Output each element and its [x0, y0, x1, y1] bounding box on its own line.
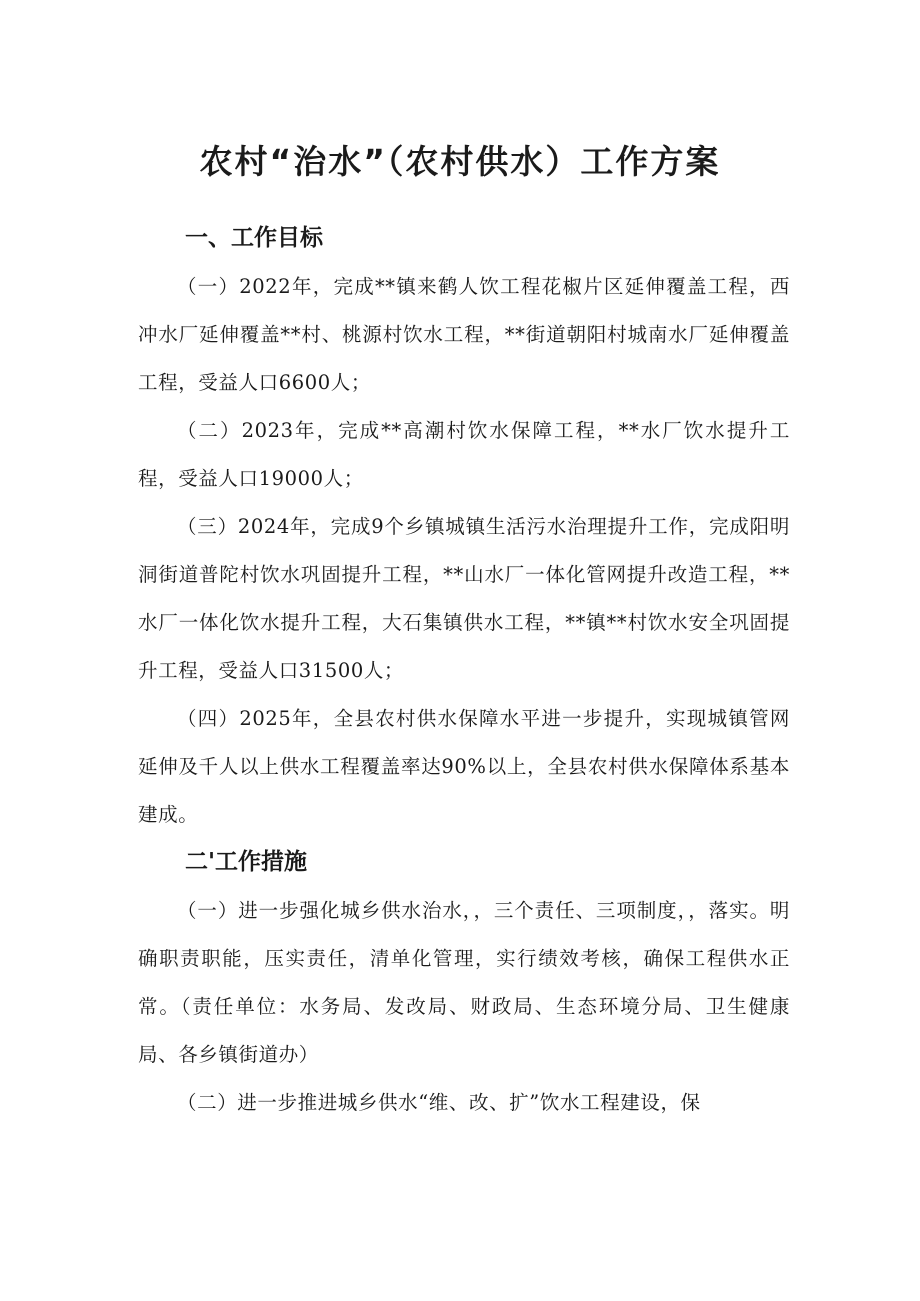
paragraph-measure-1: （一）进一步强化城乡供水治水，，三个责任、三项制度，，落实。明确职责职能，压实责任，清单化管理，实行绩效考核，确保工程供水正常。（责任单位：水务局、发改局、财政局、生态环境分局、卫生健康局、各乡镇街道办）	[138, 899, 790, 1066]
paragraph-measure-2: （二）进一步推进城乡供水“维、改、扩”饮水工程建设，保	[177, 1091, 701, 1114]
paragraph-goal-2025: （四）2025年，全县农村供水保障水平进一步提升，实现城镇管网延伸及千人以上供水工程覆盖率达90%以上，全县农村供水保障体系基本建成。	[138, 707, 790, 826]
paragraph-goal-2022: （一）2022年，完成**镇来鹤人饮工程花椒片区延伸覆盖工程，西冲水厂延伸覆盖**村、桃源村饮水工程，**街道朝阳村城南水厂延伸覆盖工程，受益人口6600人；	[138, 275, 790, 394]
section-heading-goals: 一、工作目标	[185, 225, 323, 251]
paragraph-goal-2023: （二）2023年，完成**高潮村饮水保障工程，**水厂饮水提升工程，受益人口19000人；	[138, 419, 790, 490]
section-heading-measures: 二'工作措施	[185, 849, 308, 875]
paragraph-goal-2024: （三）2024年，完成9个乡镇城镇生活污水治理提升工作，完成阳明洞街道普陀村饮水巩固提升工程，**山水厂一体化管网提升改造工程，**水厂一体化饮水提升工程，大石集镇供水工程，**镇**村饮水安全巩固提升工程，受益人口31500人；	[138, 515, 790, 682]
document-title: 农村“治水”（农村供水）工作方案	[199, 142, 721, 181]
